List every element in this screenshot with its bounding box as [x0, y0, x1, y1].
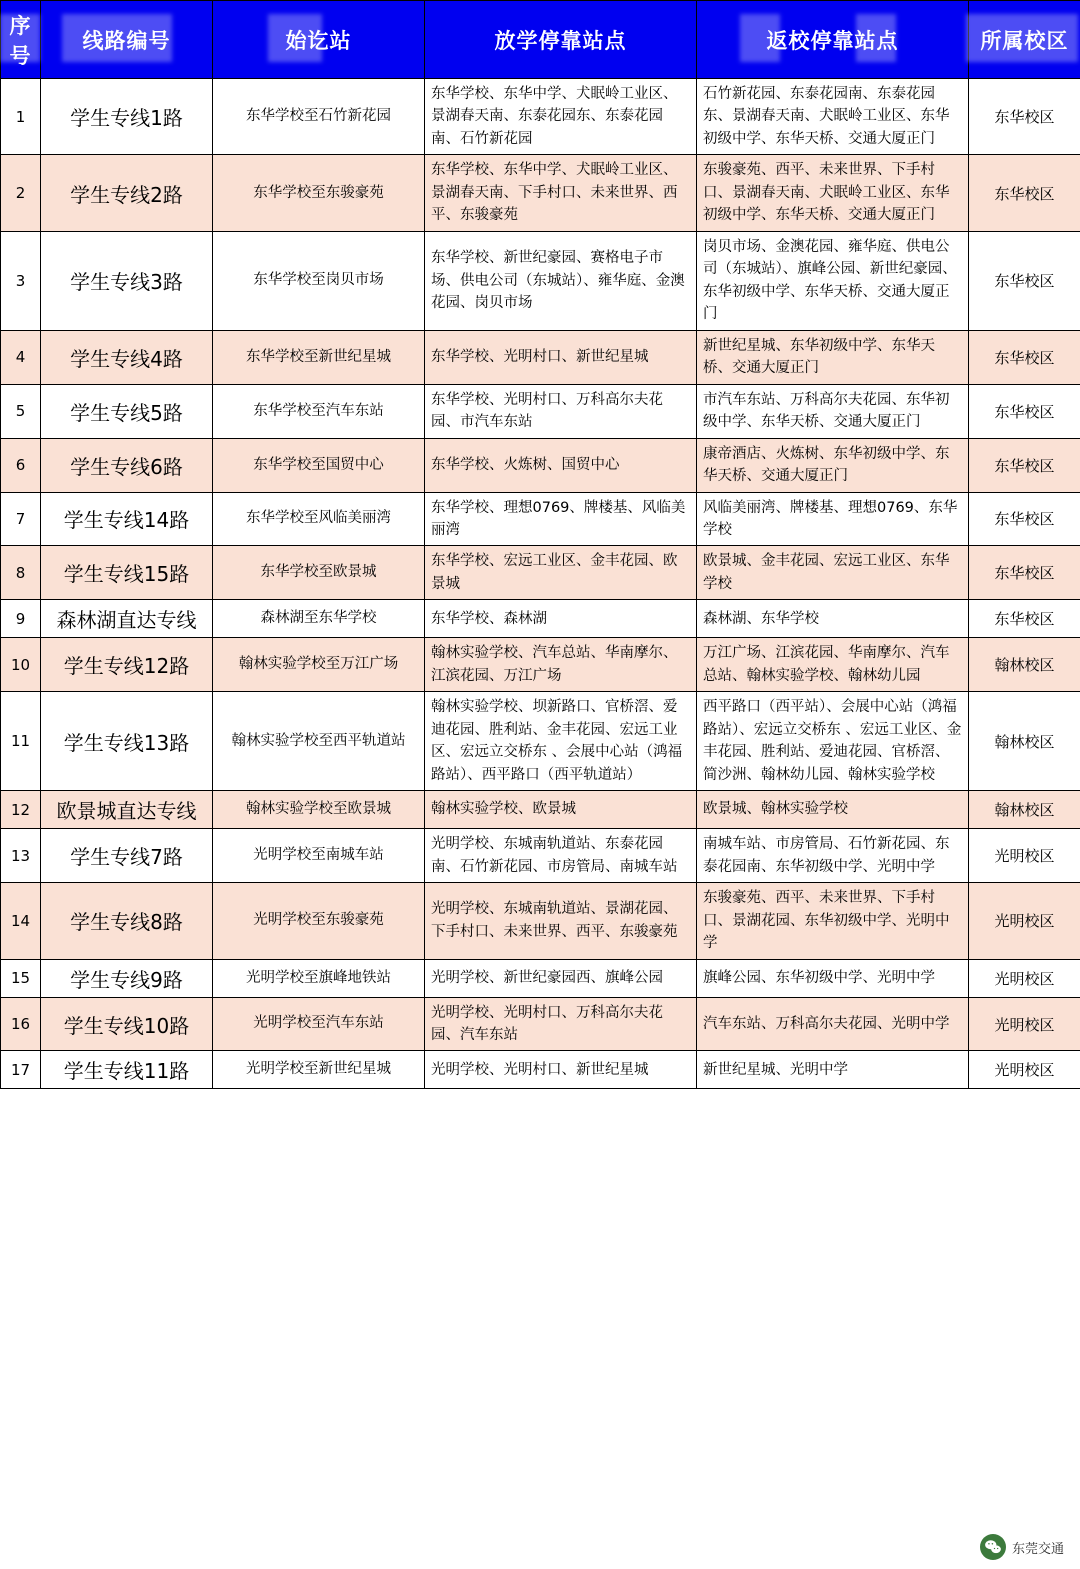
cell-line-name: 学生专线9路	[41, 959, 213, 997]
header-return-stops: 返校停靠站点	[697, 1, 969, 79]
cell-campus: 光明校区	[969, 959, 1080, 997]
cell-start-end: 东华学校至汽车东站	[213, 384, 425, 438]
cell-line-name: 学生专线5路	[41, 384, 213, 438]
table-row	[1, 492, 1080, 546]
cell-route-number: 12	[1, 791, 41, 829]
cell-campus: 东华校区	[969, 79, 1080, 155]
cell-return-stops: 岗贝市场、金澳花园、雍华庭、供电公司（东城站）、旗峰公园、新世纪豪园、东华初级中学、东华天桥、交通大厦正门	[697, 231, 969, 330]
cell-start-end: 翰林实验学校至欧景城	[213, 791, 425, 829]
cell-return-stops: 康帝酒店、火炼树、东华初级中学、东华天桥、交通大厦正门	[697, 438, 969, 492]
cell-return-stops: 森林湖、东华学校	[697, 600, 969, 638]
cell-campus: 光明校区	[969, 883, 1080, 959]
table-row	[1, 438, 1080, 492]
cell-after-school-stops: 东华学校、新世纪豪园、赛格电子市场、供电公司（东城站）、雍华庭、金澳花园、岗贝市场	[425, 231, 697, 330]
cell-campus: 东华校区	[969, 492, 1080, 546]
cell-line-name: 学生专线7路	[41, 829, 213, 883]
cell-start-end: 光明学校至旗峰地铁站	[213, 959, 425, 997]
cell-after-school-stops: 翰林实验学校、坝新路口、官桥滘、爱迪花园、胜利站、金丰花园、宏远工业区、宏远立交桥东 、会展中心站（鸿福路站）、西平路口（西平轨道站）	[425, 692, 697, 791]
cell-line-name: 森林湖直达专线	[41, 600, 213, 638]
cell-campus: 翰林校区	[969, 791, 1080, 829]
cell-route-number: 7	[1, 492, 41, 546]
cell-return-stops: 新世纪星城、东华初级中学、东华天桥、交通大厦正门	[697, 330, 969, 384]
table-row	[1, 330, 1080, 384]
cell-campus: 光明校区	[969, 997, 1080, 1051]
cell-return-stops: 西平路口（西平站）、会展中心站（鸿福路站）、宏远立交桥东 、宏远工业区、金丰花园、胜利站、爱迪花园、官桥滘、简沙洲、翰林幼儿园、翰林实验学校	[697, 692, 969, 791]
cell-line-name: 学生专线8路	[41, 883, 213, 959]
cell-start-end: 东华学校至国贸中心	[213, 438, 425, 492]
table-row	[1, 546, 1080, 600]
cell-return-stops: 石竹新花园、东泰花园南、东泰花园东、景湖春天南、犬眠岭工业区、东华初级中学、东华天桥、交通大厦正门	[697, 79, 969, 155]
table-row	[1, 155, 1080, 231]
cell-after-school-stops: 光明学校、东城南轨道站、景湖花园、下手村口、未来世界、西平、东骏豪苑	[425, 883, 697, 959]
header-line: 线路编号	[41, 1, 213, 79]
cell-start-end: 东华学校至石竹新花园	[213, 79, 425, 155]
table-row	[1, 997, 1080, 1051]
cell-start-end: 光明学校至南城车站	[213, 829, 425, 883]
cell-route-number: 1	[1, 79, 41, 155]
cell-after-school-stops: 东华学校、光明村口、新世纪星城	[425, 330, 697, 384]
cell-route-number: 13	[1, 829, 41, 883]
cell-return-stops: 万江广场、江滨花园、华南摩尔、汽车总站、翰林实验学校、翰林幼儿园	[697, 638, 969, 692]
cell-after-school-stops: 东华学校、光明村口、万科高尔夫花园、市汽车东站	[425, 384, 697, 438]
table-row	[1, 791, 1080, 829]
cell-route-number: 11	[1, 692, 41, 791]
cell-start-end: 光明学校至东骏豪苑	[213, 883, 425, 959]
table-body	[1, 79, 1080, 1089]
cell-line-name: 学生专线2路	[41, 155, 213, 231]
cell-route-number: 4	[1, 330, 41, 384]
header-no: 序号	[1, 1, 41, 79]
table-row	[1, 1051, 1080, 1089]
cell-line-name: 学生专线14路	[41, 492, 213, 546]
cell-start-end: 光明学校至汽车东站	[213, 997, 425, 1051]
cell-return-stops: 欧景城、金丰花园、宏远工业区、东华学校	[697, 546, 969, 600]
cell-after-school-stops: 翰林实验学校、欧景城	[425, 791, 697, 829]
table-row	[1, 79, 1080, 155]
cell-campus: 光明校区	[969, 1051, 1080, 1089]
cell-campus: 光明校区	[969, 829, 1080, 883]
table-row	[1, 883, 1080, 959]
table-row	[1, 384, 1080, 438]
cell-campus: 东华校区	[969, 600, 1080, 638]
cell-return-stops: 风临美丽湾、牌楼基、理想0769、东华学校	[697, 492, 969, 546]
cell-line-name: 学生专线1路	[41, 79, 213, 155]
cell-after-school-stops: 东华学校、火炼树、国贸中心	[425, 438, 697, 492]
cell-line-name: 学生专线6路	[41, 438, 213, 492]
cell-after-school-stops: 光明学校、光明村口、新世纪星城	[425, 1051, 697, 1089]
table-row	[1, 692, 1080, 791]
cell-start-end: 森林湖至东华学校	[213, 600, 425, 638]
cell-route-number: 14	[1, 883, 41, 959]
cell-campus: 东华校区	[969, 231, 1080, 330]
cell-route-number: 15	[1, 959, 41, 997]
table-row	[1, 829, 1080, 883]
header-start-end: 始讫站	[213, 1, 425, 79]
cell-start-end: 东华学校至欧景城	[213, 546, 425, 600]
table-row	[1, 638, 1080, 692]
cell-after-school-stops: 东华学校、理想0769、牌楼基、风临美丽湾	[425, 492, 697, 546]
wechat-watermark	[976, 1531, 1072, 1563]
cell-route-number: 5	[1, 384, 41, 438]
cell-start-end: 翰林实验学校至万江广场	[213, 638, 425, 692]
cell-route-number: 10	[1, 638, 41, 692]
cell-line-name: 学生专线4路	[41, 330, 213, 384]
cell-after-school-stops: 东华学校、森林湖	[425, 600, 697, 638]
cell-route-number: 16	[1, 997, 41, 1051]
cell-campus: 东华校区	[969, 438, 1080, 492]
cell-campus: 翰林校区	[969, 692, 1080, 791]
cell-line-name: 学生专线15路	[41, 546, 213, 600]
cell-route-number: 6	[1, 438, 41, 492]
cell-after-school-stops: 光明学校、东城南轨道站、东泰花园南、石竹新花园、市房管局、南城车站	[425, 829, 697, 883]
cell-campus: 东华校区	[969, 546, 1080, 600]
cell-start-end: 东华学校至岗贝市场	[213, 231, 425, 330]
cell-return-stops: 东骏豪苑、西平、未来世界、下手村口、景湖春天南、犬眠岭工业区、东华初级中学、东华天桥、交通大厦正门	[697, 155, 969, 231]
cell-line-name: 学生专线11路	[41, 1051, 213, 1089]
cell-after-school-stops: 翰林实验学校、汽车总站、华南摩尔、江滨花园、万江广场	[425, 638, 697, 692]
cell-after-school-stops: 东华学校、宏远工业区、金丰花园、欧景城	[425, 546, 697, 600]
cell-return-stops: 新世纪星城、光明中学	[697, 1051, 969, 1089]
cell-campus: 东华校区	[969, 384, 1080, 438]
cell-return-stops: 东骏豪苑、西平、未来世界、下手村口、景湖花园、东华初级中学、光明中学	[697, 883, 969, 959]
cell-route-number: 9	[1, 600, 41, 638]
cell-campus: 东华校区	[969, 155, 1080, 231]
cell-start-end: 东华学校至新世纪星城	[213, 330, 425, 384]
cell-after-school-stops: 东华学校、东华中学、犬眠岭工业区、景湖春天南、东泰花园东、东泰花园南、石竹新花园	[425, 79, 697, 155]
cell-line-name: 学生专线10路	[41, 997, 213, 1051]
cell-line-name: 学生专线13路	[41, 692, 213, 791]
cell-start-end: 东华学校至东骏豪苑	[213, 155, 425, 231]
cell-route-number: 3	[1, 231, 41, 330]
cell-return-stops: 汽车东站、万科高尔夫花园、光明中学	[697, 997, 969, 1051]
wechat-icon	[980, 1534, 1006, 1560]
cell-start-end: 东华学校至风临美丽湾	[213, 492, 425, 546]
table-header-row	[1, 1, 1080, 79]
cell-campus: 东华校区	[969, 330, 1080, 384]
cell-return-stops: 市汽车东站、万科高尔夫花园、东华初级中学、东华天桥、交通大厦正门	[697, 384, 969, 438]
cell-after-school-stops: 东华学校、东华中学、犬眠岭工业区、景湖春天南、下手村口、未来世界、西平、东骏豪苑	[425, 155, 697, 231]
header-campus: 所属校区	[969, 1, 1080, 79]
table-row	[1, 600, 1080, 638]
cell-after-school-stops: 光明学校、新世纪豪园西、旗峰公园	[425, 959, 697, 997]
cell-start-end: 光明学校至新世纪星城	[213, 1051, 425, 1089]
wechat-watermark-label: 东莞交通	[1011, 1541, 1064, 1557]
cell-return-stops: 南城车站、市房管局、石竹新花园、东泰花园南、东华初级中学、光明中学	[697, 829, 969, 883]
table-row	[1, 231, 1080, 330]
cell-start-end: 翰林实验学校至西平轨道站	[213, 692, 425, 791]
cell-line-name: 学生专线3路	[41, 231, 213, 330]
cell-return-stops: 欧景城、翰林实验学校	[697, 791, 969, 829]
cell-route-number: 2	[1, 155, 41, 231]
cell-line-name: 学生专线12路	[41, 638, 213, 692]
cell-after-school-stops: 光明学校、光明村口、万科高尔夫花园、汽车东站	[425, 997, 697, 1051]
table-header	[1, 1, 1080, 79]
table-row	[1, 959, 1080, 997]
cell-campus: 翰林校区	[969, 638, 1080, 692]
cell-line-name: 欧景城直达专线	[41, 791, 213, 829]
cell-route-number: 17	[1, 1051, 41, 1089]
cell-return-stops: 旗峰公园、东华初级中学、光明中学	[697, 959, 969, 997]
header-after-school-stops: 放学停靠站点	[425, 1, 697, 79]
cell-route-number: 8	[1, 546, 41, 600]
